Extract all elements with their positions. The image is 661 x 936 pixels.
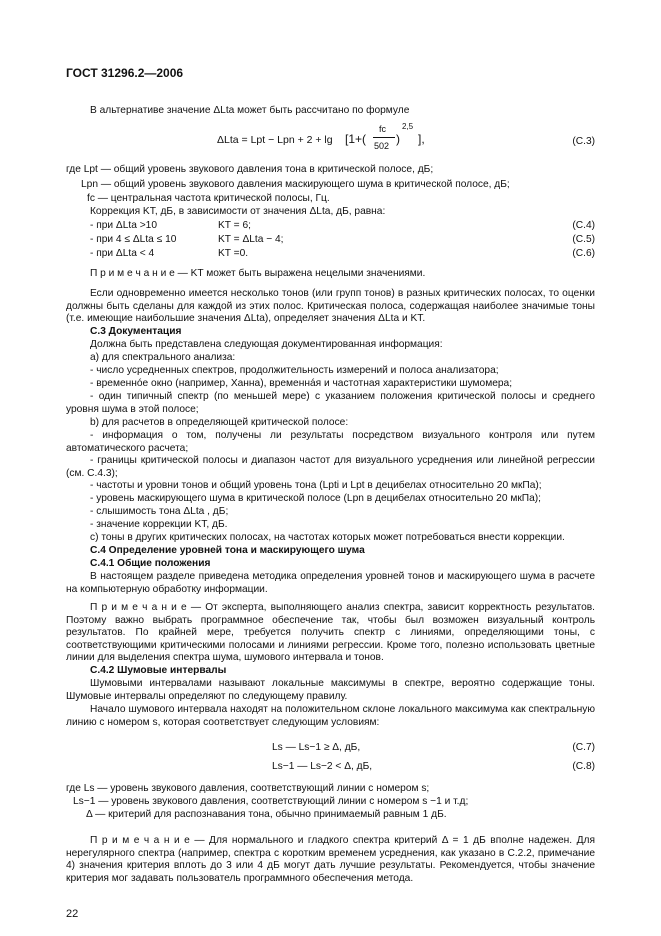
formula-c3-denominator: 502 — [374, 141, 390, 151]
formula-c8: Ls−1 — Ls−2 < Δ, дБ, — [272, 761, 373, 772]
correction-value-3: KT =0. — [218, 248, 249, 259]
c3-line-4: - временнóе окно (например, Ханна), временнáя и частотная характеристики шумомера; — [90, 378, 513, 389]
c41-note — [66, 602, 595, 665]
formula-number-c8: (С.8) — [572, 761, 595, 772]
fraction-bar — [373, 137, 395, 138]
c3-line2-1: - частоты и уровни тонов и общий уровень тона (Lpti и Lpt в децибелах относительно 20 мкПа); — [90, 480, 542, 491]
section-c42-heading: С.4.2 Шумовые интервалы — [90, 665, 227, 676]
document-header: ГОСТ 31296.2—2006 — [66, 66, 184, 80]
correction-cond-1: - при ΔLta >10 — [90, 220, 158, 231]
intro-line: В альтернативе значение ΔLta может быть рассчитано по формуле — [90, 105, 410, 116]
c42-note — [66, 835, 595, 885]
c3-line-2: а) для спектрального анализа: — [90, 352, 236, 363]
c3-line-1: Должна быть представлена следующая документированная информация: — [90, 339, 443, 350]
formula-c3-bracket-open: [1+( — [345, 132, 367, 146]
c41-note-label: П р и м е ч а н и е — — [90, 602, 202, 613]
where-ls-1: Ls−1 — уровень звукового давления, соответствующий линии с номером s −1 и т.д; — [73, 796, 469, 807]
formula-number-c3: (С.3) — [572, 136, 595, 147]
formula-c7: Ls — Ls−1 ≥ Δ, дБ, — [272, 742, 361, 753]
c3-line2-4: - значение коррекции KT, дБ. — [90, 519, 228, 530]
c41-paragraph: В настоящем разделе приведена методика определения уровней тонов и маскирующего шума в расчете на компьютерную обработку информации. — [66, 571, 595, 595]
formula-c3-numerator: fc — [379, 124, 387, 134]
formula-number-c6: (С.6) — [572, 248, 595, 259]
c3-line2-5: с) тоны в других критических полосах, на частотах которых может потребоваться внести коррекции. — [90, 532, 565, 543]
correction-cond-2: - при 4 ≤ ΔLta ≤ 10 — [90, 234, 177, 245]
c3-bounds: - границы критической полосы и диапазон частот для визуального усреднения или линейной регрессии (см. С.4.3); — [66, 455, 595, 479]
formula-c3-bracket-close: ) — [396, 132, 400, 146]
formula-number-c7: (С.7) — [572, 742, 595, 753]
where-ls: где Ls — уровень звукового давления, соответствующий линии с номером s; — [66, 783, 430, 794]
c41-note-text: От эксперта, выполняющего анализ спектра, зависит корректность результатов. Поэтому важно выбрать программное обеспечение так, чтобы был возможен визуальный контроль результатов. По крайней мере, требуется получить спектр с линиями, определяющими тоны, с соответствующими критическими полосами и линиями регрессии. Кроме того, полезно использовать цветные линии для выделения спектра шума, шумового интервала и тонов. — [66, 602, 595, 663]
c3-typical-spectrum: - один типичный спектр (по меньшей мере) с указанием положения критической полосы и среднего уровня шума в этой полосе; — [66, 391, 595, 415]
where-fc: fc — центральная частота критической полосы, Гц. — [87, 193, 330, 204]
correction-value-1: KT = 6; — [218, 220, 251, 231]
c42-note-text: Для нормального и гладкого спектра критерий Δ = 1 дБ вполне надежен. Для нерегулярного спектра (например, спектра с коротким временем усреднения, как указано в С.2.2, примечание 4) значения критерия вплоть до 3 или 4 дБ могут дать лучшие результаты. Рекомендуется, чтобы значение критерия мог задавать пользователь программного обеспечения метода. — [66, 835, 596, 884]
formula-c3-bracket-end: ], — [418, 132, 425, 146]
c3-line2-2: - уровень маскирующего шума в критической полосе (Lpn в децибелах относительно 20 мкПа); — [90, 493, 541, 504]
formula-number-c5: (С.5) — [572, 234, 595, 245]
c3-line-3: - число усредненных спектров, продолжительность измерений и полоса анализатора; — [90, 365, 499, 376]
c3-line2-3: - слышимость тона ΔLta , дБ; — [90, 506, 229, 517]
correction-intro: Коррекция KT, дБ, в зависимости от значения ΔLta, дБ, равна: — [90, 206, 386, 217]
c42-paragraph-2: Начало шумового интервала находят на положительном склоне локального максимума как спектральную линию с номером s, которая соответствует следующим условиям: — [66, 704, 595, 728]
section-c41-heading: С.4.1 Общие положения — [90, 558, 211, 569]
where-delta: Δ — критерий для распознавания тона, обычно принимаемый равным 1 дБ. — [86, 809, 447, 820]
note-1 — [90, 268, 425, 280]
formula-c3-exponent: 2,5 — [402, 122, 414, 131]
section-c4-heading: С.4 Определение уровней тона и маскирующего шума — [90, 545, 365, 556]
note-text: KT может быть выражена нецелыми значениями. — [190, 268, 426, 279]
c3-b-line: b) для расчетов в определяющей критической полосе: — [90, 417, 349, 428]
c42-note-label: П р и м е ч а н и е — — [90, 835, 205, 846]
note-label: П р и м е ч а н и е — — [90, 268, 188, 279]
where-lpt: где Lpt — общий уровень звукового давления тона в критической полосе, дБ; — [66, 164, 434, 175]
page-number: 22 — [66, 908, 79, 920]
correction-value-2: KT = ΔLta − 4; — [218, 234, 284, 245]
formula-c3-lhs: ΔLta = Lpt − Lpn + 2 + lg — [217, 134, 333, 146]
para-multiple-tones: Если одновременно имеется несколько тонов (или групп тонов) в разных критических полосах, то оценки должны быть сделаны для каждой из этих полос. Критическая полоса, содержащая наиболее значимые тоны (т.е. имеющие наибольшие значения ΔLta), определяет значения ΔLta и KT. — [66, 288, 595, 324]
formula-number-c4: (С.4) — [572, 220, 595, 231]
where-lpn: Lpn — общий уровень звукового давления маскирующего шума в критической полосе, дБ; — [81, 179, 510, 190]
correction-cond-3: - при ΔLta < 4 — [90, 248, 155, 259]
c3-info: - информация о том, получены ли результаты посредством визуального контроля или путем автоматического расчета; — [66, 430, 595, 454]
c42-paragraph-1: Шумовыми интервалами называют локальные максимумы в спектре, вероятно содержащие тоны. Шумовые интервалы определяют по следующему правилу. — [66, 678, 595, 702]
section-c3-heading: С.3 Документация — [90, 326, 182, 337]
